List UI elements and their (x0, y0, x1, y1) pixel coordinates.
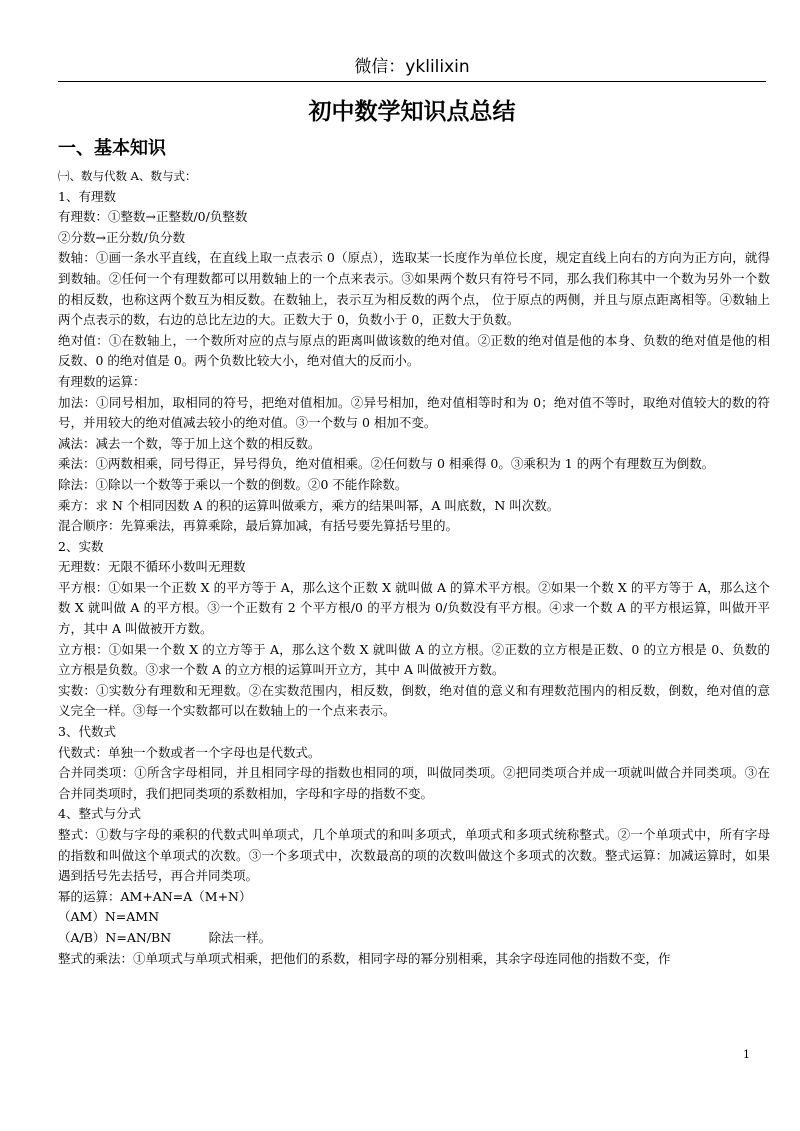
paragraph: 除法：①除以一个数等于乘以一个数的倒数。②0 不能作除数。 (58, 476, 408, 492)
paragraph: （A/B）N=AN/BN 除法一样。 (58, 929, 272, 945)
paragraph: 平方根：①如果一个正数 X 的平方等于 A，那么这个正数 X 就叫做 A 的算术平方根。②如果一个数 X 的平方等于 A，那么这个数 X 就叫做 A 的平方根。③一个正数有 2 个平方根/0 的平方根为 0/负数没有平方根。④求一个数 A 的平方根运算，叫做开平方，其中 A 叫做被开方数。 (58, 579, 770, 637)
paragraph: 整式：①数与字母的乘积的代数式叫单项式，几个单项式的和叫多项式，单项式和多项式统称整式。②一个单项式中，所有字母的指数和叫做这个单项式的次数。③一个多项式中，次数最高的项的次数叫做这个多项式的次数。整式运算：加减运算时，如果遇到括号先去括号，再合并同类项。 (58, 827, 770, 884)
paragraph: 无理数：无限不循环小数叫无理数 (58, 559, 246, 575)
paragraph: 4、整式与分式 (58, 806, 141, 822)
paragraph: （AM）N=AMN (58, 909, 160, 925)
paragraph: 混合顺序：先算乘法，再算乘除，最后算加减，有括号要先算括号里的。 (58, 518, 459, 534)
document-title: 初中数学知识点总结 (308, 99, 516, 125)
paragraph: 有理数：①整数→正整数/0/负整数 (58, 209, 248, 225)
paragraph: 绝对值：①在数轴上，一个数所对应的点与原点的距离叫做该数的绝对值。②正数的绝对值是他的本身、负数的绝对值是他的相反数、0 的绝对值是 0。两个负数比较大小，绝对值大的反而小。 (58, 332, 770, 369)
paragraph: 整式的乘法：①单项式与单项式相乘，把他们的系数，相同字母的幂分别相乘，其余字母连同他的指数不变，作 (58, 950, 671, 966)
paragraph: 有理数的运算： (58, 373, 146, 389)
paragraph: 加法：①同号相加，取相同的符号，把绝对值相加。②异号相加，绝对值相等时和为 0；绝对值不等时，取绝对值较大的数的符号，并用较大的绝对值减去较小的绝对值。③一个数与 0 相加不变。 (58, 394, 770, 431)
document-body (58, 166, 770, 969)
paragraph: 立方根：①如果一个数 X 的立方等于 A，那么这个数 X 就叫做 A 的立方根。②正数的立方根是正数、0 的立方根是 0、负数的立方根是负数。③求一个数 A 的立方根的运算叫开立方，其中 A 叫做被开方数。 (58, 641, 770, 678)
paragraph: 乘方：求 N 个相同因数 A 的积的运算叫做乘方，乘方的结果叫幂，A 叫底数，N 叫次数。 (58, 497, 560, 513)
section-heading: 一、基本知识 (58, 138, 166, 159)
paragraph: ②分数→正分数/负分数 (58, 229, 186, 245)
paragraph: 实数：①实数分有理数和无理数。②在实数范围内，相反数，倒数，绝对值的意义和有理数范围内的相反数，倒数，绝对值的意义完全一样。③每一个实数都可以在数轴上的一个点来表示。 (58, 682, 770, 719)
page-header: 微信：yklilixin (58, 55, 766, 82)
page-number: 1 (743, 1048, 750, 1061)
paragraph: 合并同类项：①所含字母相同，并且相同字母的指数也相同的项，叫做同类项。②把同类项合并成一项就叫做合并同类项。③在合并同类项时，我们把同类项的系数相加，字母和字母的指数不变。 (58, 765, 770, 801)
paragraph: 乘法：①两数相乘，同号得正，异号得负，绝对值相乘。②任何数与 0 相乘得 0。③乘积为 1 的两个有理数互为倒数。 (58, 456, 715, 472)
paragraph: 3、代数式 (58, 724, 116, 740)
paragraph: ㈠、数与代数 A、数与式： (58, 169, 197, 183)
paragraph: 减法：减去一个数，等于加上这个数的相反数。 (58, 435, 321, 451)
paragraph: 代数式：单独一个数或者一个字母也是代数式。 (58, 744, 321, 760)
paragraph: 幂的运算：AM+AN=A（M+N） (58, 888, 252, 904)
paragraph: 2、实数 (58, 538, 104, 554)
paragraph: 1、有理数 (58, 188, 116, 204)
paragraph: 数轴：①画一条水平直线，在直线上取一点表示 0（原点），选取某一长度作为单位长度，规定直线上向右的方向为正方向，就得到数轴。②任何一个有理数都可以用数轴上的一个点来表示。③如果两个数只有符号不同，那么我们称其中一个数为另外一个数的相反数，也称这两个数互为相反数。在数轴上，表示互为相反数的两个点， 位于原点的两侧，并且与原点距离相等。④数轴上两个点表示的数，右边的总比左边的大。正数大于 0，负数小于 0，正数大于负数。 (58, 250, 770, 328)
